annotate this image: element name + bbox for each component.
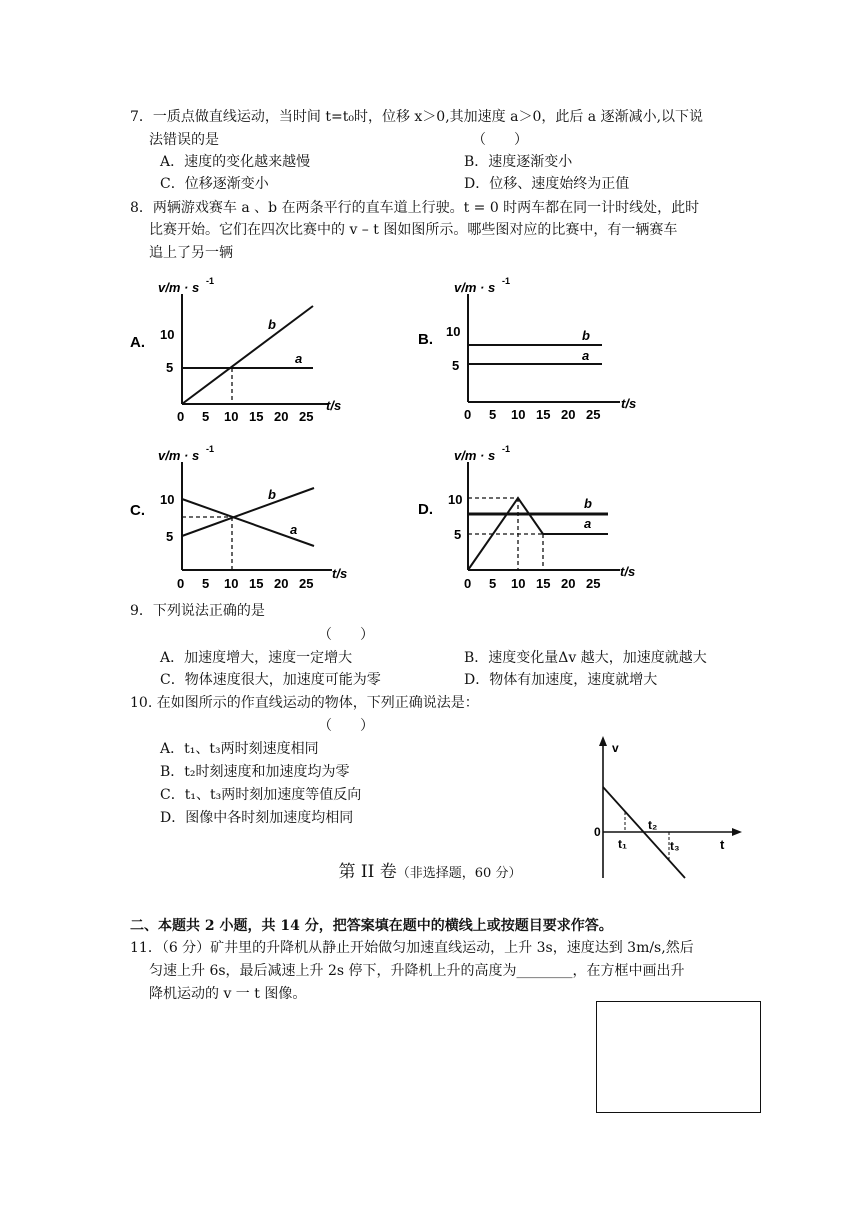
graph-b-xtick-5: 5 xyxy=(489,407,497,422)
graph-b xyxy=(408,272,648,424)
q10-xlabel: t xyxy=(720,837,725,852)
q10-t3-label: t₃ xyxy=(670,839,680,853)
q7-line2: 法错误的是 xyxy=(149,132,219,148)
graph-a-ylabel-sup: -1 xyxy=(206,276,215,286)
graph-d-xtick-10: 10 xyxy=(511,576,526,591)
q10-origin: 0 xyxy=(594,825,601,839)
graph-b-xtick-25: 25 xyxy=(586,407,601,422)
part2-title: 第 II 卷 xyxy=(338,862,397,882)
graph-a-ytick-5: 5 xyxy=(166,360,174,375)
graph-b-ytick-5: 5 xyxy=(452,358,460,373)
q7-option-b: B．速度逐渐变小 xyxy=(464,154,573,170)
graph-b-ylabel-sup: -1 xyxy=(502,276,511,286)
q11-line3: 降机运动的 v 一 t 图像。 xyxy=(149,986,307,1002)
graph-b-ytick-10: 10 xyxy=(446,324,461,339)
graph-d-label-b: b xyxy=(584,496,592,511)
q10-y-arrow-icon xyxy=(599,736,607,746)
graph-a-ytick-10: 10 xyxy=(160,327,175,342)
graph-a-xtick-0: 0 xyxy=(177,409,185,424)
q7-paren: （ ） xyxy=(472,132,528,148)
graph-c-xtick-15: 15 xyxy=(249,576,264,591)
graph-a-xtick-20: 20 xyxy=(274,409,289,424)
q11-line1: 11．（6 分）矿井里的升降机从静止开始做匀加速直线运动，上升 3s，速度达到 3m/s,然后 xyxy=(130,940,694,956)
graph-a xyxy=(120,272,350,424)
graph-a-series-b xyxy=(182,306,313,404)
q10-x-arrow-icon xyxy=(732,828,742,836)
graph-a-xtick-25: 25 xyxy=(299,409,314,424)
q9-stem: 9．下列说法正确的是 xyxy=(130,603,265,619)
graph-d-xtick-25: 25 xyxy=(586,576,601,591)
graph-b-xtick-0: 0 xyxy=(464,407,472,422)
graph-a-xtick-10: 10 xyxy=(224,409,239,424)
q9-option-c: C．物体速度很大，加速度可能为零 xyxy=(160,672,381,688)
q8-line1: 8．两辆游戏赛车 a 、b 在两条平行的直车道上行驶。t = 0 时两车都在同一计时线处，此时 xyxy=(130,200,700,216)
graph-a-label: A. xyxy=(130,334,145,351)
q7-option-c: C．位移逐渐变小 xyxy=(160,176,269,192)
graph-c-ylabel-sup: -1 xyxy=(206,444,215,454)
graph-d-ylabel-sup: -1 xyxy=(502,444,511,454)
graph-c-ylabel: v/m · s xyxy=(158,448,200,463)
q10-paren: （ ） xyxy=(318,718,374,734)
graph-a-ylabel: v/m · s xyxy=(158,280,200,295)
graph-b-label-b: b xyxy=(582,328,590,343)
graph-c-label: C. xyxy=(130,502,145,519)
graph-b-xtick-10: 10 xyxy=(511,407,526,422)
graph-c-label-a: a xyxy=(290,522,298,537)
graph-b-label-a: a xyxy=(582,348,590,363)
graph-c-xlabel: t/s xyxy=(332,566,348,581)
q10-stem: 10. 在如图所示的作直线运动的物体，下列正确说法是： xyxy=(130,695,479,711)
graph-b-xtick-15: 15 xyxy=(536,407,551,422)
part2-subtitle: （非选择题，60 分） xyxy=(396,866,522,881)
q10-option-a: A．t₁、t₃两时刻速度相同 xyxy=(160,741,319,757)
q8-line2: 比赛开始。它们在四次比赛中的 v – t 图如图所示。哪些图对应的比赛中，有一辆赛车 xyxy=(149,222,678,238)
q11-answer-box[interactable] xyxy=(596,1001,761,1113)
graph-d-label: D. xyxy=(418,501,433,518)
graph-d-ytick-5: 5 xyxy=(454,527,462,542)
graph-c-label-b: b xyxy=(268,487,276,502)
part2-heading xyxy=(0,860,860,886)
graph-a-xlabel: t/s xyxy=(326,398,342,413)
graph-b-xtick-20: 20 xyxy=(561,407,576,422)
graph-c-xtick-5: 5 xyxy=(202,576,210,591)
q9-paren: （ ） xyxy=(318,627,374,643)
q8-line3: 追上了另一辆 xyxy=(149,245,233,261)
q9-option-b: B．速度变化量Δv 越大，加速度就越大 xyxy=(464,650,707,666)
graph-d-ytick-10: 10 xyxy=(448,492,463,507)
q7-option-d: D．位移、速度始终为正值 xyxy=(464,176,630,192)
q9-option-a: A．加速度增大，速度一定增大 xyxy=(160,650,353,666)
q10-t1-label: t₁ xyxy=(618,837,627,851)
graph-d-xlabel: t/s xyxy=(620,564,636,579)
q10-t2-label: t₂ xyxy=(648,818,658,832)
q7-option-a: A．速度的变化越来越慢 xyxy=(160,154,311,170)
graph-b-label: B. xyxy=(418,331,433,348)
graph-d-xtick-20: 20 xyxy=(561,576,576,591)
graph-d-xtick-5: 5 xyxy=(489,576,497,591)
q11-line2: 匀速上升 6s，最后减速上升 2s 停下，升降机上升的高度为________，在方框中画出升 xyxy=(149,963,685,979)
graph-c xyxy=(120,442,350,594)
graph-a-label-b: b xyxy=(268,317,276,332)
graph-d xyxy=(408,442,648,594)
graph-b-ylabel: v/m · s xyxy=(454,280,496,295)
graph-d-xtick-0: 0 xyxy=(464,576,472,591)
section2-heading: 二、本题共 2 小题，共 14 分，把答案填在题中的横线上或按题目要求作答。 xyxy=(130,918,613,934)
graph-c-xtick-0: 0 xyxy=(177,576,185,591)
graph-a-xtick-15: 15 xyxy=(249,409,264,424)
graph-d-label-a: a xyxy=(584,516,592,531)
graph-a-label-a: a xyxy=(295,351,303,366)
graph-d-xtick-15: 15 xyxy=(536,576,551,591)
graph-c-ytick-5: 5 xyxy=(166,529,174,544)
q10-option-b: B．t₂时刻速度和加速度均为零 xyxy=(160,764,350,780)
q10-option-d: D．图像中各时刻加速度均相同 xyxy=(160,810,354,826)
graph-c-ytick-10: 10 xyxy=(160,492,175,507)
q9-option-d: D．物体有加速度，速度就增大 xyxy=(464,672,658,688)
q10-option-c: C．t₁、t₃两时刻加速度等值反向 xyxy=(160,787,362,803)
graph-a-xtick-5: 5 xyxy=(202,409,210,424)
graph-d-ylabel: v/m · s xyxy=(454,448,496,463)
graph-c-xtick-20: 20 xyxy=(274,576,289,591)
graph-c-xtick-25: 25 xyxy=(299,576,314,591)
q7-line1: 7．一质点做直线运动，当时间 t=t₀时，位移 x＞0,其加速度 a＞0，此后 a 逐渐减小,以下说 xyxy=(130,109,704,125)
graph-c-xtick-10: 10 xyxy=(224,576,239,591)
q10-ylabel: v xyxy=(612,741,619,755)
graph-b-xlabel: t/s xyxy=(621,396,637,411)
